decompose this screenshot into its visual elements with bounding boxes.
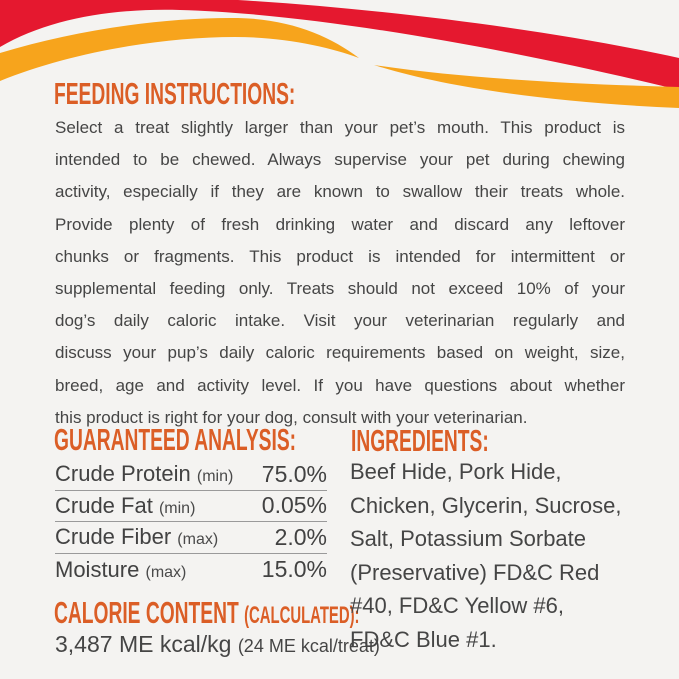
ingredients-line: FD&C Blue #1. (350, 626, 497, 652)
table-row (55, 554, 327, 586)
nutrient-qualifier: (min) (158, 499, 196, 517)
calorie-content-heading: CALORIE CONTENT (CALCULATED): (54, 595, 360, 630)
nutrient-value: 2.0% (274, 523, 327, 550)
nutrient-qualifier: (min) (196, 468, 234, 486)
ingredients-list (350, 455, 675, 656)
per-treat-value: (24 ME kcal/treat) (237, 636, 380, 656)
paragraph-line: breed, age and activity level. If you have questions about whether (55, 375, 625, 395)
paragraph-line: activity, especially if they are known to swallow their treats whole. (55, 182, 625, 202)
paragraph-line: dog’s daily caloric intake. Visit your veterinarian regularly and (55, 311, 625, 331)
paragraph-line: intended to be chewed. Always supervise your pet during chewing (55, 150, 625, 170)
feeding-instructions-heading: FEEDING INSTRUCTIONS: (54, 76, 296, 111)
paragraph-line: supplemental feeding only. Treats should not exceed 10% of your (55, 278, 625, 298)
guaranteed-analysis-table (55, 459, 327, 585)
ingredients-heading: INGREDIENTS: (351, 423, 489, 458)
table-row (55, 459, 327, 491)
paragraph-line: chunks or fragments. This product is intended for intermittent or (55, 246, 625, 266)
guaranteed-analysis-heading: GUARANTEED ANALYSIS: (54, 422, 297, 457)
nutrient-name: Crude Fiber (55, 524, 172, 550)
paragraph-line: Select a treat slightly larger than your pet’s mouth. This product is (55, 118, 625, 137)
ingredients-line: Beef Hide, Pork Hide, (350, 459, 562, 484)
orange-ribbon-left (0, 18, 359, 81)
nutrient-name: Moisture (55, 556, 140, 582)
calorie-content-value: 3,487 ME kcal/kg (24 ME kcal/treat) (55, 631, 380, 657)
ingredients-line: (Preservative) FD&C Red (350, 559, 600, 585)
table-row (55, 522, 327, 554)
nutrient-value: 75.0% (261, 460, 327, 487)
nutrient-value: 0.05% (261, 492, 327, 519)
nutrient-qualifier: (max) (177, 531, 219, 549)
table-row (55, 491, 327, 523)
nutrient-value: 15.0% (261, 556, 327, 583)
ingredients-line: Chicken, Glycerin, Sucrose, (350, 492, 622, 518)
nutrient-qualifier: (max) (145, 563, 187, 581)
ingredients-line: Salt, Potassium Sorbate (350, 526, 587, 551)
paragraph-line: this product is right for your dog, consult with your veterinarian. (55, 407, 528, 427)
ingredients-line: #40, FD&C Yellow #6, (350, 593, 565, 618)
paragraph-line: discuss your pup’s daily caloric requirements based on weight, size, (55, 343, 625, 363)
paragraph-line: Provide plenty of fresh drinking water and discard any leftover (55, 214, 625, 234)
calculated-qualifier: (CALCULATED): (244, 602, 360, 629)
nutrient-name: Crude Protein (55, 461, 191, 487)
nutrient-name: Crude Fat (55, 492, 153, 518)
feeding-instructions-paragraph (55, 112, 625, 434)
